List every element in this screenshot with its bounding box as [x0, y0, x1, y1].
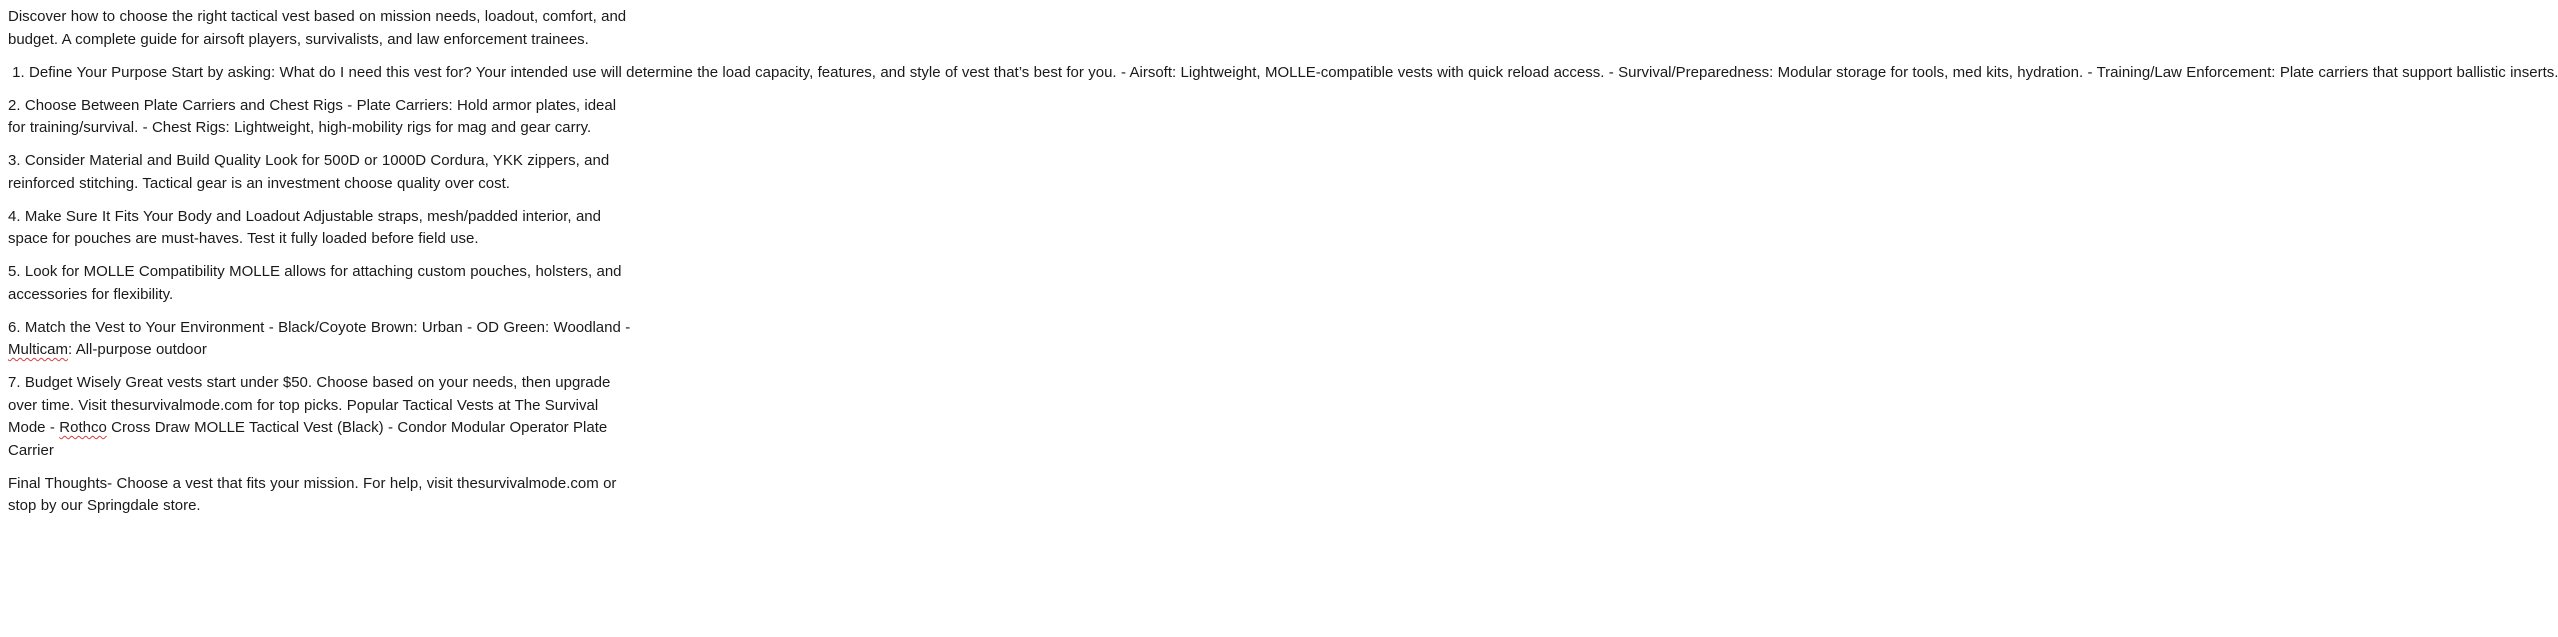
section-3-text: 3. Consider Material and Build Quality Look for 500D or 1000D Cordura, YKK zippers, and reinforced stitching. Tactical gear is an investment choose quality over cost. — [8, 152, 610, 192]
section-5-text: 5. Look for MOLLE Compatibility MOLLE allows for attaching custom pouches, holsters, and accessories for flexibility. — [8, 263, 622, 303]
section-1-text: 1. Define Your Purpose Start by asking: What do I need this vest for? Your intended use will determine the load capacity, features, and style of vest that’s best for you. - Airsoft: Lightweight, MOLLE-compatible vests with quick reload access. - Survival/Preparedness: Modular storage for tools, med kits, hydration. - Training/Law Enforcement: Plate carriers that support ballistic inserts. — [8, 63, 2558, 81]
final-thoughts-text: Final Thoughts- Choose a vest that fits your mission. For help, visit thesurvivalmode.com or stop by our Springdale store. — [8, 474, 617, 514]
section-2-paragraph — [8, 95, 636, 140]
section-5-paragraph — [8, 261, 636, 306]
section-6-paragraph — [8, 317, 636, 362]
intro-paragraph — [8, 6, 636, 51]
spellcheck-word-multicam[interactable]: Multicam — [8, 341, 69, 358]
section-6-text-start: 6. Match the Vest to Your Environment - Black/Coyote Brown: Urban - OD Green: Woodland - — [8, 318, 631, 336]
section-7-text-start: 7. Budget Wisely Great vests start under $50. Choose based on your needs, then upgrade over time. Visit thesurvivalmode.com for top picks. Popular Tactical Vests at The Survival Mode - — [8, 374, 611, 436]
section-4-text: 4. Make Sure It Fits Your Body and Loadout Adjustable straps, mesh/padded interior, and space for pouches are must-haves. Test it fully loaded before field use. — [8, 207, 601, 247]
intro-text: Discover how to choose the right tactical vest based on mission needs, loadout, comfort, and budget. A complete guide for airsoft players, survivalists, and law enforcement trainees. — [8, 8, 627, 48]
spellcheck-word-rothco[interactable]: Rothco — [59, 419, 107, 436]
section-2-text: 2. Choose Between Plate Carriers and Chest Rigs - Plate Carriers: Hold armor plates, ideal for training/survival. - Chest Rigs: Lightweight, high-mobility rigs for mag and gear carry. — [8, 96, 617, 136]
section-7-paragraph — [8, 372, 636, 462]
section-7-text-end: Cross Draw MOLLE Tactical Vest (Black) - Condor Modular Operator Plate Carrier — [8, 419, 608, 459]
final-thoughts-paragraph — [8, 473, 636, 518]
section-1-paragraph — [8, 62, 2558, 85]
section-4-paragraph — [8, 206, 636, 251]
section-3-paragraph — [8, 150, 636, 195]
document-body[interactable] — [8, 6, 2558, 528]
section-6-text-end: : All-purpose outdoor — [68, 341, 207, 358]
